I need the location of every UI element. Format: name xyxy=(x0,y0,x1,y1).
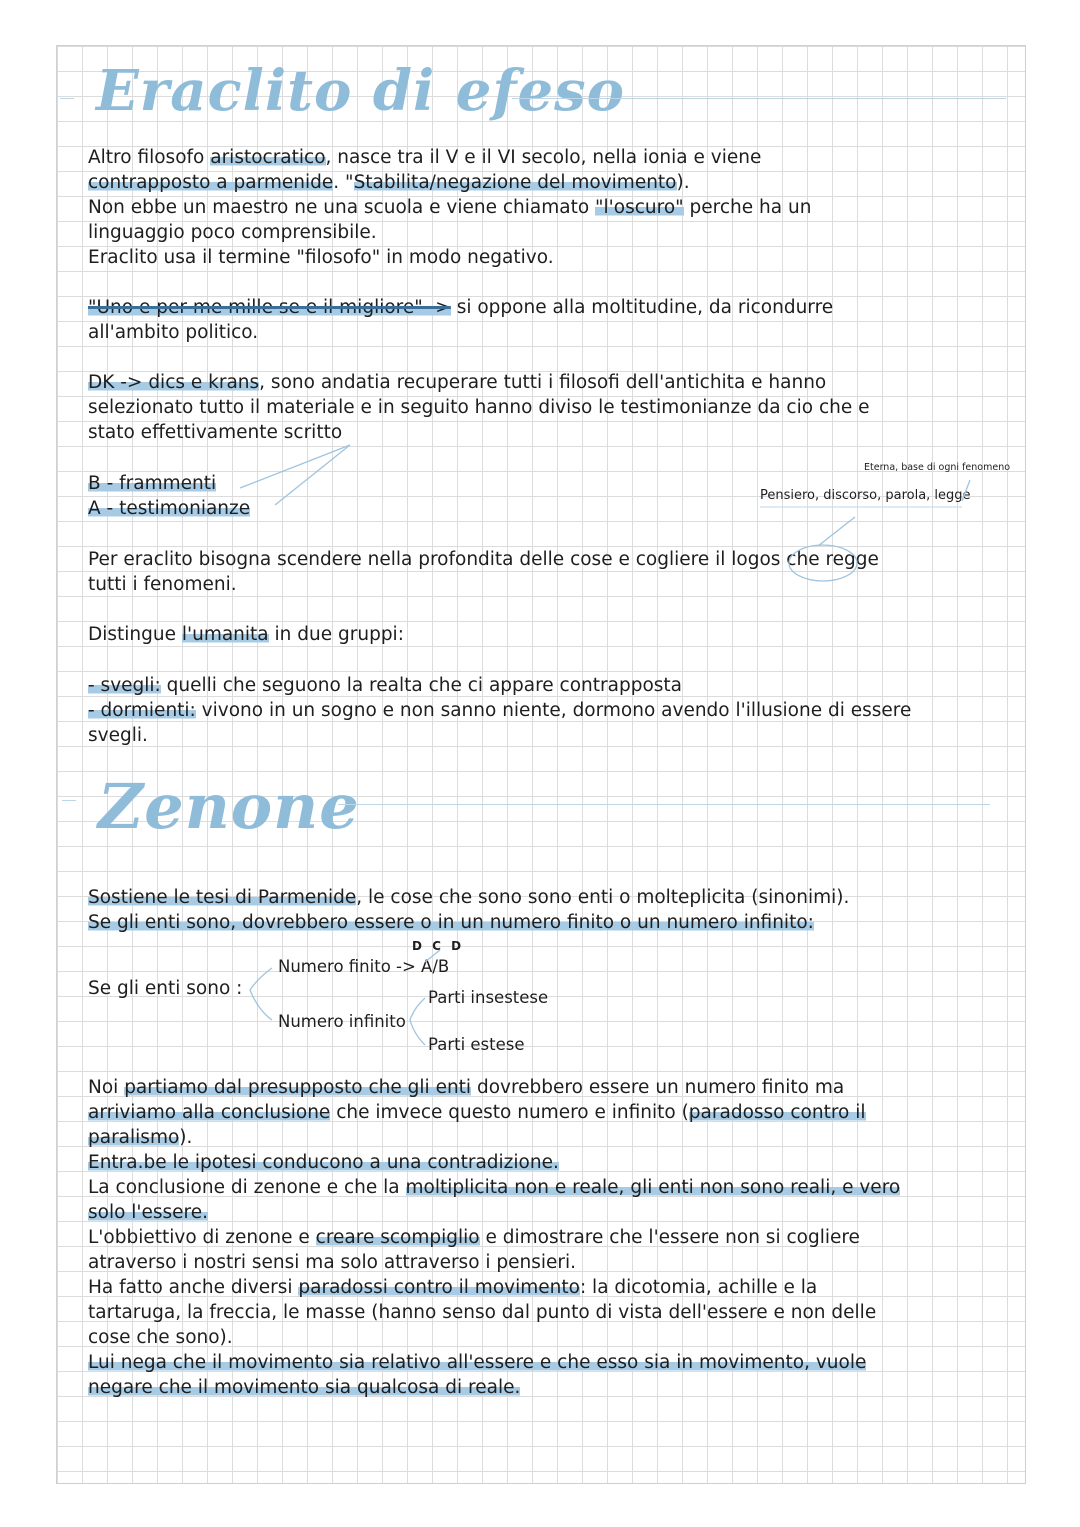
highlight-aristocratico: aristocratico xyxy=(210,147,326,168)
title-dash-left-2 xyxy=(62,800,76,801)
word-logos: logos xyxy=(731,549,781,570)
diagram-dcd: D C D xyxy=(412,939,465,953)
paragraph-umanita: Distingue l'umanita in due gruppi: xyxy=(88,624,404,645)
label-dormienti: - dormienti: xyxy=(88,700,196,721)
diagram-estese: Parti estese xyxy=(428,1035,525,1054)
note-pensiero: Pensiero, discorso, parola, legge xyxy=(760,488,971,503)
heading-eraclito: Eraclito di efeso xyxy=(96,58,625,124)
highlight-oscuro: "l'oscuro" xyxy=(595,197,684,218)
paragraph-tesi: Sostiene le tesi di Parmenide, le cose che sono sono enti o molteplicita (sinonimi). Se gli enti sono, dovrebbero essere o in un numero finito o un numero infinito: xyxy=(88,887,850,933)
diagram-infinito: Numero infinito xyxy=(278,1012,406,1031)
paragraph-conclusione: Noi partiamo dal presupposto che gli enti dovrebbero essere un numero finito ma arriviamo alla conclusione che imvece questo numero e infinito (paradosso contro il paralismo). Entra.be le ipotesi conducono a una contradizione. La conclusione di zenone e che la moltiplicita non e reale, gli enti non sono reali, e vero solo l'essere. L'obbiettivo di zenone e creare scompiglio e dimostrare che l'essere non si cogliere atraverso i nostri sensi ma solo attraverso i pensieri. Ha fatto anche diversi paradossi contro il movimento: la dicotomia, achille e la tartaruga, la freccia, le masse (hanno senso dal punto di vista dell'essere e non delle cose che sono). Lui nega che il movimento sia relativo all'essere e che esso sia in movimento, vuole negare che il movimento sia qualcosa di reale. xyxy=(88,1077,901,1398)
diagram-inestese: Parti insestese xyxy=(428,988,549,1007)
heading-zenone: Zenone xyxy=(98,770,360,843)
note-eterna: Eterna, base di ogni fenomeno xyxy=(864,462,1011,473)
diagram-root: Se gli enti sono : xyxy=(88,978,243,999)
item-frammenti: B - frammenti xyxy=(88,473,217,494)
paragraph-dk: DK -> dics e krans, sono andatia recuperare tutti i filosofi dell'antichita e hanno selezionato tutto il materiale e in seguito hanno diviso le testimonianze da cio che e stato effettivamente scritto xyxy=(88,372,870,443)
heading-rule xyxy=(512,98,1006,99)
paragraph-intro: Altro filosofo aristocratico, nasce tra il V e il VI secolo, nella ionia e viene contrapposto a parmenide. "Stabilita/negazione del movimento). Non ebbe un maestro ne una scuola e viene chiamato "l'oscuro" perche ha un linguaggio poco comprensibile. Eraclito usa il termine "filosofo" in modo negativo. xyxy=(88,147,812,268)
title-dash-left xyxy=(60,98,74,99)
paragraph-quote: "Uno e per me mille se e il migliore" -> si oppone alla moltitudine, da ricondurre all'ambito politico. xyxy=(88,297,834,343)
paragraph-logos: Per eraclito bisogna scendere nella profondita delle cose e cogliere il logos che regge tutti i fenomeni. xyxy=(88,549,879,595)
quote-struck: "Uno e per me mille se e il migliore" -> xyxy=(88,297,451,318)
heading-rule-2 xyxy=(338,804,990,805)
label-svegli: - svegli: xyxy=(88,675,161,696)
paragraph-groups: - svegli: quelli che seguono la realta che ci appare contrapposta - dormienti: vivono in un sogno e non sanno niente, dormono avendo l'illusione di essere svegli. xyxy=(88,675,912,746)
item-testimonianze: A - testimonianze xyxy=(88,498,251,519)
diagram-finito: Numero finito -> A/B xyxy=(278,957,450,976)
